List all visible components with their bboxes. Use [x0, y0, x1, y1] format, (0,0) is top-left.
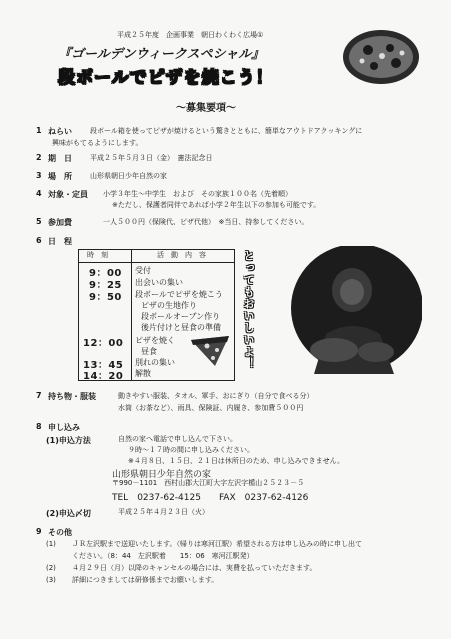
schedule-activity: 後片付けと昼食の準備 — [141, 323, 221, 332]
schedule-time: 14：20 — [83, 371, 124, 382]
schedule-time: 12：00 — [83, 338, 124, 349]
schedule-activity: ピザの生地作り — [141, 301, 197, 310]
section-3-line-1: 山形県朝日少年自然の家 — [90, 172, 167, 180]
schedule-activity: 昼食 — [141, 347, 157, 356]
section-4-num: 4 — [36, 189, 42, 198]
section-5-num: 5 — [36, 217, 42, 226]
schedule-activity: 別れの集い — [135, 358, 175, 367]
pizza-slice-icon — [189, 334, 231, 368]
schedule-activity: 解散 — [135, 369, 151, 378]
other-text-2: ４月２９日（月）以降のキャンセルの場合には、実費を払っていただきます。 — [72, 564, 317, 572]
section-7-line-1: 動きやすい服装、タオル、軍手、おにぎり（自分で食べる分） — [118, 392, 314, 400]
schedule-time: 9：25 — [89, 280, 122, 291]
section-3-label: 場 所 — [48, 172, 72, 181]
apply-deadline-label: (2)申込〆切 — [46, 509, 91, 518]
other-num-3: (3) — [46, 576, 56, 584]
section-4-label: 対象・定員 — [48, 190, 88, 199]
schedule-activity: ピザを焼く — [135, 336, 175, 345]
section-1-line-1: 段ボール箱を使ってピザが焼けるという驚きとともに、簡単なアウトドアクッキングに — [90, 127, 363, 135]
apply-method-line-3: ※４月８日、１５日、２１日は休所日のため、申し込みできません。 — [128, 457, 345, 465]
section-3-num: 3 — [36, 171, 42, 180]
section-5-label: 参加費 — [48, 218, 72, 227]
schedule-time: 9：50 — [89, 292, 122, 303]
section-9-num: 9 — [36, 527, 42, 536]
section-1-label: ねらい — [48, 127, 72, 136]
org-line: 平成２５年度 企画事業 朝日わくわく広場① — [117, 31, 264, 39]
apply-method-label: (1)申込方法 — [46, 436, 91, 445]
schedule-activity: 受付 — [135, 266, 151, 275]
section-4-line-1: 小学３年生～中学生 および その家族１００名（先着順） — [103, 190, 292, 198]
other-text-3: 詳細につきましては研修係までお願いします。 — [72, 576, 219, 584]
other-text-1b: ください。（8：44 左沢駅着 15：06 寒河江駅発） — [72, 552, 254, 560]
section-6-num: 6 — [36, 236, 42, 245]
section-7-num: 7 — [36, 391, 42, 400]
section-5-line-1: 一人５００円（保険代、ピザ代他） ※当日、持参してください。 — [103, 218, 309, 226]
pizza-photo — [272, 246, 422, 380]
schedule-time: 9：00 — [89, 268, 122, 279]
section-heading: ～募集要項～ — [176, 103, 236, 114]
apply-method-line-1: 自然の家へ電話で申し込んで下さい。 — [118, 435, 237, 443]
other-text-1: ＪＲ左沢駅まで送迎いたします。（帰りは寒河江駅）希望される方は申し込みの時に申し出て — [72, 540, 362, 548]
section-2-line-1: 平成２５年５月３日（金） 憲法記念日 — [90, 154, 213, 162]
schedule-time: 13：45 — [83, 360, 124, 371]
schedule-activity: 段ボールでピザを焼こう — [135, 290, 223, 299]
org-name: 山形県朝日少年自然の家 — [112, 470, 212, 480]
schedule-activity: 出会いの集い — [135, 278, 183, 287]
page-title: 段ボールでピザを焼こう！ — [58, 68, 274, 88]
other-num-1: (1) — [46, 540, 56, 548]
section-6-label: 日 程 — [48, 237, 72, 246]
schedule-col-time: 時 刻 — [87, 251, 108, 259]
schedule-activity: 段ボールオーブン作り — [141, 312, 221, 321]
pizza-illustration — [340, 26, 422, 88]
section-2-num: 2 — [36, 153, 42, 162]
section-1-num: 1 — [36, 126, 42, 135]
schedule-table — [78, 249, 235, 381]
other-num-2: (2) — [46, 564, 56, 572]
photo-caption: とってもおいしいよ！ — [242, 250, 255, 370]
section-2-label: 期 日 — [48, 154, 72, 163]
subtitle: 『ゴールデンウィークスペシャル』 — [58, 47, 265, 62]
org-address: 〒990－1101 西村山郡大江町大字左沢字楯山２５２３－５ — [112, 479, 305, 487]
apply-deadline: 平成２５年４月２３日（火） — [118, 508, 209, 516]
apply-method-line-2: ９時～１７時の間に申し込みください。 — [128, 446, 254, 454]
schedule-col-activity: 活 動 内 容 — [157, 251, 206, 259]
org-contact: TEL 0237-62-4125 FAX 0237-62-4126 — [112, 493, 309, 503]
section-8-num: 8 — [36, 422, 42, 431]
section-8-label: 申し込み — [48, 423, 80, 432]
section-4-line-2: ※ただし、保護者同伴であれば小学２年生以下の参加も可能です。 — [112, 201, 321, 209]
section-9-label: その他 — [48, 528, 72, 537]
section-7-label: 持ち物・服装 — [48, 392, 96, 401]
section-1-line-2: 興味がもてるようにします。 — [52, 139, 143, 147]
section-7-line-2: 水筒（お茶など）、雨具、保険証、内履き、参加費５００円 — [118, 404, 304, 412]
